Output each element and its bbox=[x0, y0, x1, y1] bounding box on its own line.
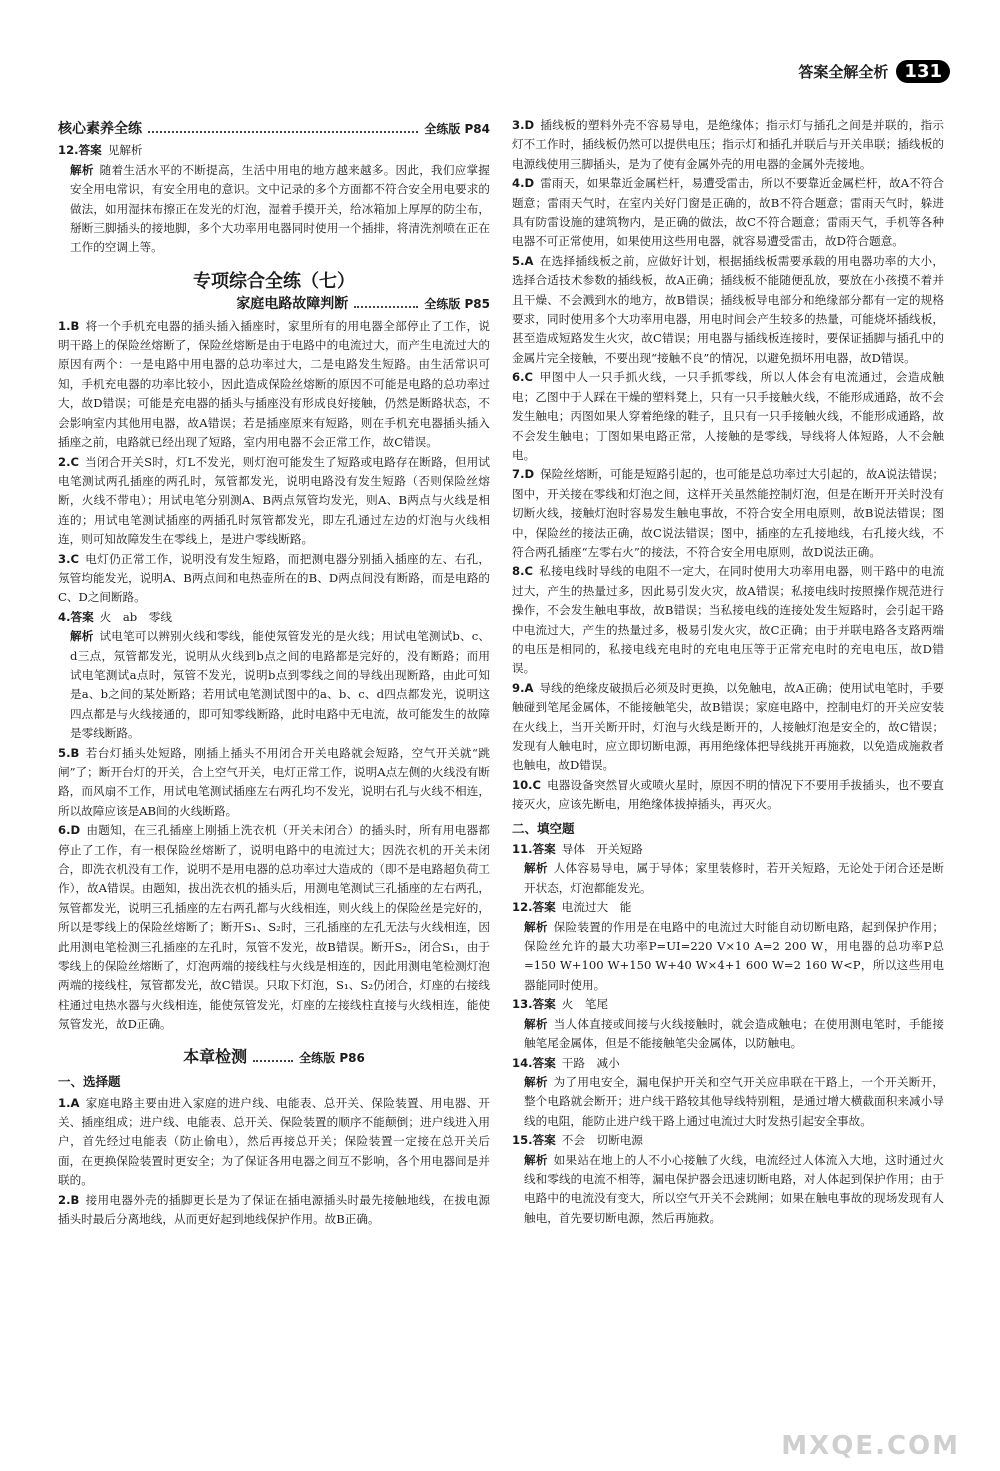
item-number: 1.B bbox=[58, 318, 80, 333]
item-number: 3.D bbox=[512, 118, 535, 132]
item-number: 2.B bbox=[58, 1192, 80, 1207]
watermark: MXQE.COM bbox=[781, 1431, 960, 1461]
item-text: 电器设备突然冒火或喷火星时，原因不明的情况下不要用手拔插头，也不要直接灭火，应该先断电，用绝缘体拔掉插头，再灭火。 bbox=[512, 777, 944, 812]
subsection-heading bbox=[58, 295, 490, 314]
item-text: 保险丝熔断，可能是短路引起的，也可能是总功率过大引起的，故A说法错误；图中，开关接在零线和灯泡之间，这样开关虽然能控制灯泡，但是在断开开关时没有切断火线，接触灯泡时容易发生触电事故，不符合安全用电原则，故B说法错误；图中，保险丝的接法正确，故C说法错误；图中，插座的左孔接地线，右孔接火线，不符合两孔插座“左零右火”的接法，不符合安全用电原则，故D说法正确。 bbox=[512, 467, 944, 559]
answer-item bbox=[512, 776, 944, 815]
item-answer: 火 ab 零线 bbox=[99, 609, 172, 624]
subsection-ref: 全练版 P85 bbox=[424, 297, 490, 312]
answer-item bbox=[512, 116, 944, 174]
item-number: 12.答案 bbox=[58, 143, 102, 158]
explanation bbox=[512, 918, 944, 996]
page-header bbox=[798, 60, 950, 83]
item-text: 家庭电路主要由进入家庭的进户线、电能表、总开关、保险装置、用电器、开关、插座组成；进户线、电能表、总开关、保险装置的顺序不能颠倒；进户线进入用户，首先经过电能表（防止偷电），然后再接总开关；保险装置一定接在总开关后面，在更换保险装置时更安全；为了保证各用电器之间互不影响，各个用电器间是并联的。 bbox=[58, 1095, 490, 1188]
answer-item bbox=[512, 1054, 944, 1073]
explanation-label: 解析 bbox=[70, 162, 94, 177]
explanation-text: 试电笔可以辨别火线和零线，能使氖管发光的是火线；用试电笔测试b、c、d三点，氖管都发光，说明从火线到b点之间的电路都是完好的，没有断路；而用试电笔测试a点时，氖管不发光，说明b点到零线之间的导线出现断路，由此可知是a、b之间的某处断路；若用试电笔测试图中的a、b、c、d四点都发光，说明这四点都是与火线接通的，即可知零线断路，此时电路中无电流，故可能发生的故障是零线断路。 bbox=[70, 629, 490, 741]
item-number: 4.答案 bbox=[58, 609, 94, 624]
explanation bbox=[512, 1151, 944, 1229]
explanation bbox=[58, 627, 490, 743]
explanation-text: 人体容易导电，属于导体；家里装修时，若开关短路，无论处于闭合还是断开状态，灯泡都能发光。 bbox=[524, 861, 944, 895]
item-text: 在选择插线板之前，应做好计划，根据插线板需要承载的用电器功率的大小，选择合适技术参数的插线板，故A正确；插线板不能随便乱放，要放在小孩摸不着并且干燥、不会溅到水的地方，故B错误；插线板导电部分和绝缘部分都有一定的规格要求，同时使用多个大功率用电器，用电时间会产生较多的热量，可能烧坏插线板，甚至造成短路发生火灾，故C错误；用电器与插线板连接时，要保证插脚与插孔中的金属片完全接触，不要出现“接触不良”的情况，以避免损坏用电器，故D错误。 bbox=[512, 253, 944, 365]
answer-item bbox=[58, 744, 490, 822]
answer-item bbox=[512, 995, 944, 1014]
section-heading-core bbox=[58, 120, 490, 139]
answer-item bbox=[58, 821, 490, 1034]
answer-item bbox=[512, 1131, 944, 1150]
item-number: 14.答案 bbox=[512, 1055, 556, 1070]
item-answer: 干路 减小 bbox=[561, 1055, 620, 1070]
explanation-text: 为了用电安全，漏电保护开关和空气开关应串联在干路上，一个开关断开，整个电路就会断开；进户线干路较其他导线特别粗，是通过增大横截面积来减小导线的电阻，能防止进户线干路上通过电流过大时发热引起安全事故。 bbox=[524, 1074, 944, 1128]
right-column bbox=[512, 116, 944, 1228]
item-number: 5.B bbox=[58, 745, 80, 760]
part-heading: 二、填空题 bbox=[512, 820, 575, 836]
item-answer: 导体 开关短路 bbox=[561, 842, 643, 857]
item-number: 13.答案 bbox=[512, 997, 556, 1012]
explanation-label: 解析 bbox=[524, 1016, 548, 1031]
header-title: 答案全解全析 bbox=[798, 63, 889, 81]
explanation bbox=[512, 1073, 944, 1131]
special-section-title: 专项综合全练（七） bbox=[193, 270, 355, 292]
explanation bbox=[512, 1015, 944, 1054]
item-number: 11.答案 bbox=[512, 842, 556, 857]
item-number: 10.C bbox=[512, 777, 542, 792]
explanation-label: 解析 bbox=[524, 919, 548, 934]
item-text: 若台灯插头处短路，刚插上插头不用闭合开关电路就会短路，空气开关就“跳闸”了；断开台灯的开关，合上空气开关，电灯正常工作，说明A点左侧的火线没有断路，而风扇不工作，用试电笔测试插座左右两孔均不发光，说明右孔与火线不相连，所以故障应该是AB间的火线断路。 bbox=[58, 745, 490, 818]
explanation bbox=[512, 859, 944, 898]
answer-item bbox=[58, 1191, 490, 1230]
explanation bbox=[58, 161, 490, 258]
answer-item bbox=[58, 453, 490, 550]
item-answer: 电流过大 能 bbox=[561, 900, 632, 915]
item-number: 12.答案 bbox=[512, 900, 556, 915]
answer-item bbox=[58, 550, 490, 608]
item-text: 导线的绝缘皮破损后必须及时更换，以免触电，故A正确；使用试电笔时，手要触碰到笔尾金属体，不能接触笔尖，故B错误；家庭电路中，控制电灯的开关应安装在火线上，当开关断开时，灯泡与火线是断开的，人接触灯泡是安全的，故C错误；发现有人触电时，应立即切断电源，再用绝缘体把导线挑开再施救，以免造成施救者也触电，故D错误。 bbox=[512, 680, 944, 773]
item-number: 4.D bbox=[512, 176, 535, 191]
answer-item bbox=[512, 174, 944, 252]
item-text: 将一个手机充电器的插头插入插座时，家里所有的用电器全部停止了工作，说明干路上的保险丝熔断了，保险丝熔断是由于电路中的电流过大，而产生电流过大的原因有两个：一是电路中用电器的总功率过大，二是电路发生短路。由生活常识可知，手机充电器的功率比较小，因此造成保险丝熔断的原因不可能是电路的总功率过大，故D错误；可能是充电器的插头与插座没有形成良好接触，仍然是断路状态，不会影响室内其他用电器，故A错误；若是插座原来有短路，则在手机充电器插头插入插座之前，电路就已经出现了短路，室内用电器不会正常工作，故C错误。 bbox=[58, 318, 490, 450]
item-answer: 火 笔尾 bbox=[561, 997, 609, 1012]
answer-item bbox=[512, 465, 944, 562]
dot-leader bbox=[253, 1060, 293, 1062]
explanation-text: 随着生活水平的不断提高，生活中用电的地方越来越多。因此，我们应掌握安全用电常识，有安全用电的意识。文中记录的多个方面都不符合安全用电要求的做法，如用湿抹布擦正在发光的灯泡，湿着手摸开关，给冰箱加上厚厚的防尘布，掰断三脚插头的接地脚，多个大功率用电器同时使用一个插排，将清洗剂喷在正在工作的空调上等。 bbox=[70, 162, 490, 255]
item-number: 2.C bbox=[58, 454, 79, 469]
item-number: 3.C bbox=[58, 551, 79, 566]
explanation-label: 解析 bbox=[524, 861, 548, 876]
item-number: 6.D bbox=[58, 823, 81, 838]
item-text: 甲图中人一只手抓火线，一只手抓零线，所以人体会有电流通过，会造成触电；乙图中于人踩在干燥的塑料凳上，只有一只手接触火线，不能形成通路，故不会发生触电；丙图如果人穿着绝缘的鞋子，且只有一只手接触火线，不能形成通路，故不会发生触电；丁图如果电路正常，人接触的是零线，导线将人体短路，人不会触电。 bbox=[512, 370, 944, 462]
item-text: 私接电线时导线的电阻不一定大，在同时使用大功率用电器，则干路中的电流过大，产生的热量过多，因此易引发火灾，故A错误；私接电线时按照操作规范进行操作，不会发生触电事故，故B错误；当私接电线的连接处发生短路时，会引起干路中电流过大，产生的热量过多，极易引发火灾，故C正确；由于并联电路各支路两端的电压是相同的，私接电线充电时的充电电压等于正常充电时的充电电压，故D错误。 bbox=[512, 564, 944, 676]
item-answer: 不会 切断电源 bbox=[561, 1133, 643, 1148]
explanation-label: 解析 bbox=[70, 629, 94, 644]
answer-item bbox=[58, 1094, 490, 1191]
chapter-ref: 全练版 P86 bbox=[299, 1050, 365, 1065]
answer-item bbox=[512, 840, 944, 859]
item-text: 当闭合开关S时，灯L不发光，则灯泡可能发生了短路或电路存在断路，但用试电笔测试两孔插座的两孔时，氖管都发光，说明电路没有发生短路（否则保险丝熔断，火线不带电）；用试电笔分别测A、B两点氖管均发光，则A、B两点与火线是相连的；用试电笔测试插座的两插孔时氖管都发光，即左孔通过左边的灯泡与火线相连，则可知故障发生在零线上，是进户零线断路。 bbox=[58, 454, 490, 547]
answer-item bbox=[512, 252, 944, 368]
item-text: 插线板的塑料外壳不容易导电，是绝缘体；指示灯与插孔之间是并联的，指示灯不工作时，插线板仍然可以提供电压；指示灯和插孔并联后与开关串联；插线板的电源线使用三脚插头，是为了使有金属外壳的用电器的金属外壳接地。 bbox=[512, 118, 944, 171]
answer-item bbox=[58, 141, 490, 160]
answer-item bbox=[512, 679, 944, 776]
answer-item bbox=[512, 898, 944, 917]
item-number: 9.A bbox=[512, 680, 534, 695]
answer-item bbox=[512, 562, 944, 678]
item-number: 6.C bbox=[512, 370, 533, 385]
item-text: 雷雨天，如果靠近金属栏杆，易遭受雷击，所以不要靠近金属栏杆，故A不符合题意；雷雨天气时，在室内关好门窗是正确的，故B不符合题意；雷雨天气时，躲进具有防雷设施的建筑物内，是正确的做法，故C不符合题意；雷雨天气，手机等各种电器不可正常使用，如果使用这些用电器，就容易遭受雷击，故D符合题意。 bbox=[512, 176, 944, 249]
explanation-label: 解析 bbox=[524, 1152, 548, 1167]
answer-item bbox=[512, 368, 944, 465]
section-ref: 全练版 P84 bbox=[424, 122, 490, 136]
item-text: 接用电器外壳的插脚更长是为了保证在插电源插头时最先接触地线，在拔电源插头时最后分离地线，从而更好起到地线保护作用。故B正确。 bbox=[58, 1192, 490, 1226]
explanation-label: 解析 bbox=[524, 1074, 548, 1089]
page-number: 131 bbox=[896, 60, 950, 83]
item-text: 电灯仍正常工作，说明没有发生短路，而把测电器分别插入插座的左、右孔，氖管均能发光，说明A、B两点间和电热壶所在的B、D两点间没有断路，而是电路的C、D之间断路。 bbox=[58, 551, 490, 605]
part-heading: 一、选择题 bbox=[58, 1074, 121, 1090]
subsection-title: 家庭电路故障判断 bbox=[236, 296, 349, 313]
chapter-test-heading bbox=[58, 1047, 490, 1068]
item-number: 7.D bbox=[512, 467, 535, 482]
left-column bbox=[58, 116, 490, 1229]
section-title: 核心素养全练 bbox=[58, 121, 142, 137]
explanation-text: 当人体直接或间接与火线接触时，就会造成触电；在使用测电笔时，手能接触笔尾金属体，但是不能接触笔尖金属体，以防触电。 bbox=[524, 1016, 944, 1051]
answer-item bbox=[58, 317, 490, 453]
dot-leader bbox=[354, 306, 418, 308]
item-answer: 见解析 bbox=[107, 143, 143, 158]
item-number: 1.A bbox=[58, 1095, 80, 1110]
item-number: 5.A bbox=[512, 253, 534, 268]
dot-leader bbox=[148, 131, 418, 133]
answer-item bbox=[58, 608, 490, 627]
chapter-title: 本章检测 bbox=[183, 1046, 248, 1066]
item-text: 由题知，在三孔插座上刚插上洗衣机（开关未闭合）的插头时，所有用电器都停止了工作，有一根保险丝熔断了，说明电路中的电流过大；因洗衣机的开关未闭合，即洗衣机没有工作，说明不是用电器的总功率过大造成的（即不是电路超负荷工作），故A错误。由题知，拔出洗衣机的插头后，用测电笔测试三孔插座的左右两孔，氖管都发光，说明三孔插座的左右两孔都与火线相连，则火线上的保险丝是完好的，所以是零线上的保险丝熔断了；断开S₁、S₂时，三孔插座的左孔无法与火线相连，因此用测电笔检测三孔插座的左孔时，氖管不发光，故B错误。断开S₂，闭合S₁，由于零线上的保险丝熔断了，灯泡两端的接线柱与火线是相连的，因此用测电笔检测灯泡两端的接线柱，氖管都发光，故C错误。只取下灯泡，S₁、S₂仍闭合，灯座的右接线柱通过电热水器与火线相连，能使氖管发光，灯座的左接线柱直接与火线相连，能使氖管发光，故D正确。 bbox=[58, 823, 490, 1032]
item-number: 15.答案 bbox=[512, 1133, 556, 1148]
item-number: 8.C bbox=[512, 564, 533, 579]
explanation-text: 如果站在地上的人不小心接触了火线，电流经过人体流入大地，这时通过火线和零线的电流不相等，漏电保护器会迅速切断电路，对人体起到保护作用；由于电路中的电流没有变大，所以空气开关不会跳闸；如果在触电事故的现场发现有人触电，首先要切断电源，然后再施救。 bbox=[524, 1152, 944, 1225]
explanation-text: 保险装置的作用是在电路中的电流过大时能自动切断电路，起到保护作用；保险丝允许的最大功率P=UI=220 V×10 A=2 200 W，用电器的总功率P总=150 W+100 W+150 W+40 W×4+1 600 W=2 160 W<P，所以这些用电器能同时使用。 bbox=[524, 919, 944, 992]
